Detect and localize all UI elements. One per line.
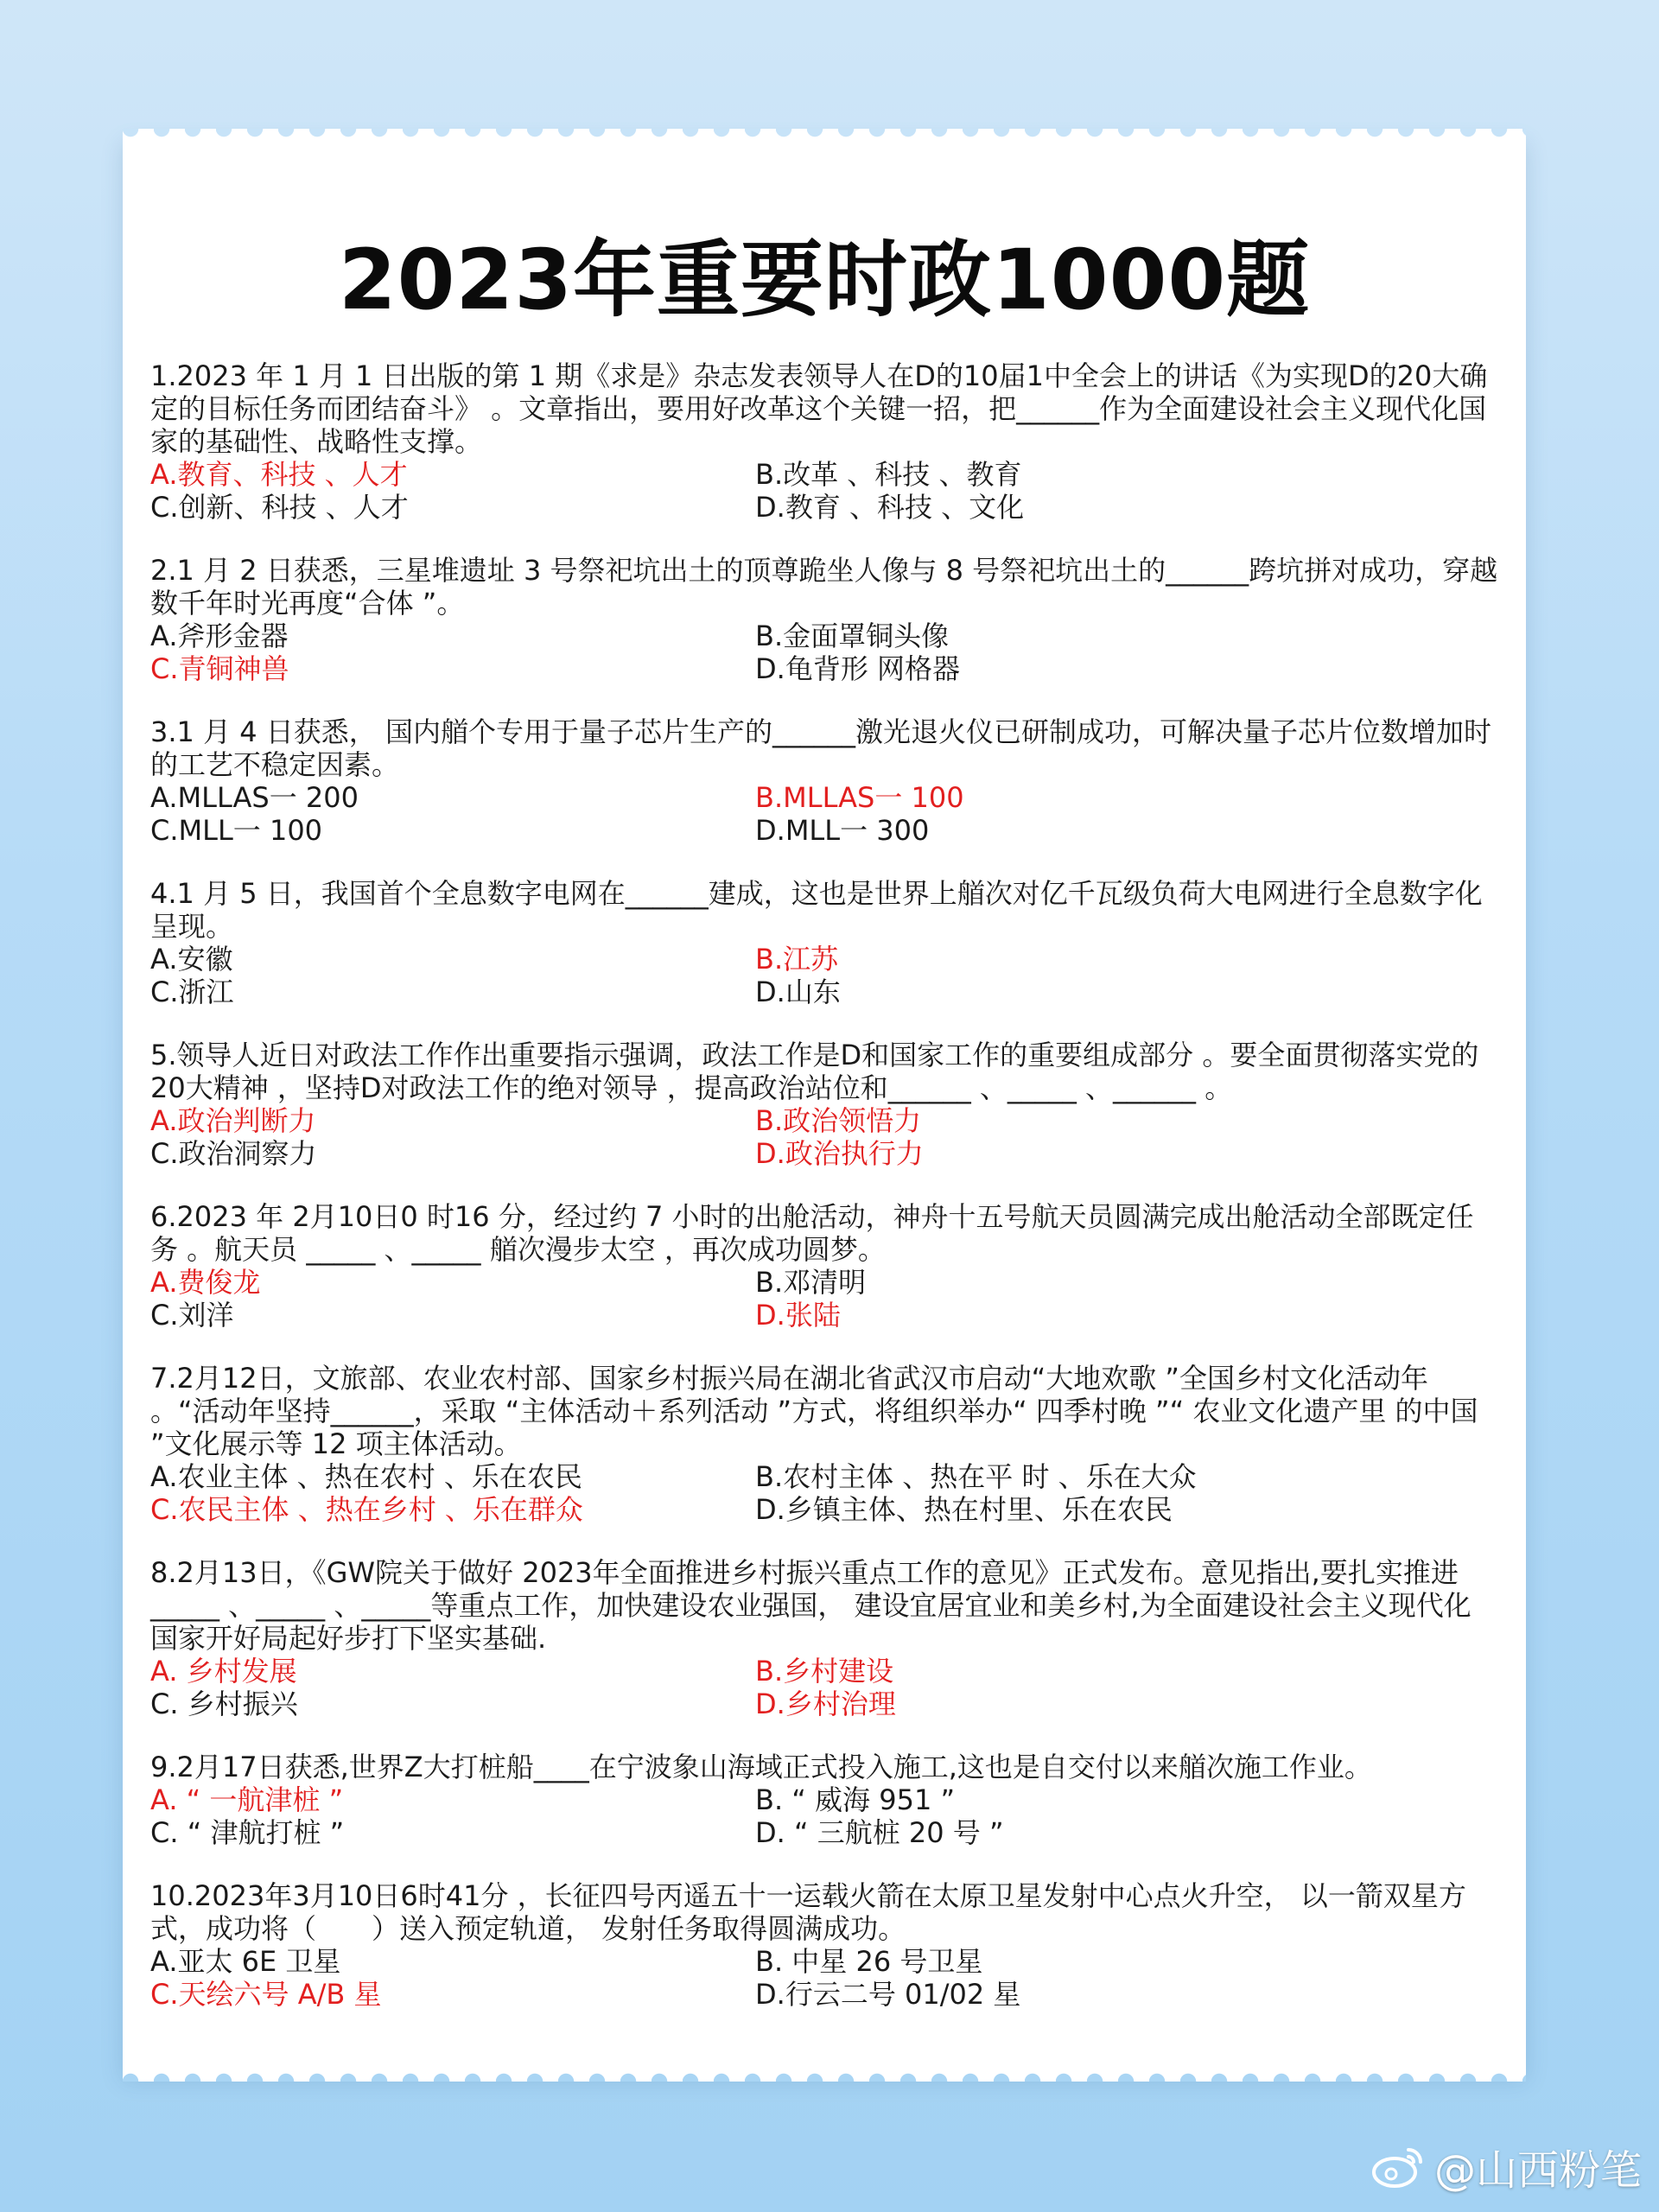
question-stem: 10.2023年3月10日6时41分 ，长征四号丙遥五十一运载火箭在太原卫星发射中心点火升空， 以一箭双星方式，成功将（ ）送入预定轨道， 发射任务取得圆满成功。	[150, 1879, 1466, 1945]
option: B.金面罩铜头像	[755, 620, 950, 652]
scalloped-edge-bottom	[123, 2066, 1526, 2082]
question-stem: 3.1 月 4 日获悉， 国内艏个专用于量子芯片生产的______激光退火仪已研制成功，可解决量子芯片位数增加时的工艺不稳定因素。	[150, 715, 1491, 781]
option-grid	[150, 781, 1498, 847]
option: B. 中星 26 号卫星	[755, 1945, 983, 1978]
question-item	[150, 1039, 1498, 1170]
question-stem: 5.领导人近日对政法工作作出重要指示强调，政法工作是D和国家工作的重要组成部分 。要全面贯彻落实党的20大精神 ，坚持D对政法工作的绝对领导 ，提高政治站位和______ 、_____ 、______ 。	[150, 1039, 1479, 1104]
option: D.山东	[755, 976, 841, 1008]
option: D.行云二号 01/02 星	[755, 1978, 1021, 2011]
option: B.改革 、科技 、教育	[755, 458, 1022, 491]
option: A.斧形金器	[150, 620, 289, 652]
option: A.MLLAS一 200	[150, 781, 359, 814]
watermark-text: @山西粉笔	[1433, 2146, 1642, 2195]
question-stem: 2.1 月 2 日获悉，三星堆遗址 3 号祭祀坑出土的顶尊跪坐人像与 8 号祭祀坑出土的______跨坑拼对成功，穿越数千年时光再度“合体 ”。	[150, 554, 1498, 620]
weibo-icon	[1370, 2143, 1426, 2191]
option: A.亚太 6E 卫星	[150, 1945, 341, 1978]
option: B.邓清明	[755, 1266, 867, 1299]
question-item	[150, 359, 1498, 524]
option: A.政治判断力	[150, 1104, 316, 1137]
option: C.浙江	[150, 976, 234, 1008]
question-stem: 4.1 月 5 日，我国首个全息数字电网在______建成，这也是世界上艏次对亿千瓦级负荷大电网进行全息数字化呈现。	[150, 877, 1483, 943]
option: C.政治洞察力	[150, 1137, 317, 1170]
option-grid	[150, 458, 1498, 524]
option: D.政治执行力	[755, 1137, 924, 1170]
option: D.教育 、科技 、文化	[755, 491, 1025, 524]
option: B.江苏	[755, 943, 839, 976]
question-stem: 9.2月17日获悉,世界Z大打桩船____在宁波象山海域正式投入施工,这也是自交付以来艏次施工作业。	[150, 1751, 1372, 1783]
question-item	[150, 554, 1498, 685]
option-grid	[150, 1104, 1498, 1170]
option: C. 乡村振兴	[150, 1688, 298, 1720]
page-title: 2023年重要时政1000题	[338, 232, 1311, 328]
question-item	[150, 1751, 1498, 1849]
option: C.天绘六号 A/B 星	[150, 1978, 382, 2011]
option: A. “ 一航津桩 ”	[150, 1783, 344, 1816]
scalloped-edge-top	[123, 129, 1526, 144]
option: D. “ 三航桩 20 号 ”	[755, 1816, 1004, 1849]
question-item	[150, 1556, 1498, 1720]
question-item	[150, 1879, 1498, 2011]
option: D.张陆	[755, 1299, 841, 1332]
option: C.创新、科技 、人才	[150, 491, 409, 524]
question-item	[150, 715, 1498, 847]
watermark	[1370, 2137, 1642, 2196]
option: C.刘洋	[150, 1299, 234, 1332]
option: B.MLLAS一 100	[755, 781, 964, 814]
question-stem: 7.2月12日，文旅部、农业农村部、国家乡村振兴局在湖北省武汉市启动“大地欢歌 ”全国乡村文化活动年 。“活动年坚持______，采取 “主体活动＋系列活动 ”方式，将组织举办“ 四季村晚 ”“ 农业文化遗产里 的中国 ”文化展示等 12 项主体活动。	[150, 1362, 1478, 1460]
option-grid	[150, 1945, 1498, 2011]
option-grid	[150, 1460, 1498, 1526]
option: C.MLL一 100	[150, 814, 323, 847]
option: A.费俊龙	[150, 1266, 261, 1299]
option: D.MLL一 300	[755, 814, 930, 847]
question-item	[150, 1362, 1498, 1526]
question-item	[150, 1200, 1498, 1332]
question-item	[150, 877, 1498, 1008]
option: D.乡镇主体、热在村里、乐在农民	[755, 1493, 1173, 1526]
option-grid	[150, 620, 1498, 685]
question-stem: 6.2023 年 2月10日0 时16 分，经过约 7 小时的出舱活动，神舟十五号航天员圆满完成出舱活动全部既定任务 。航天员 _____ 、_____ 艏次漫步太空 ，再次成功圆梦。	[150, 1200, 1474, 1266]
option: D.乡村治理	[755, 1688, 896, 1720]
option: C. “ 津航打桩 ”	[150, 1816, 345, 1849]
option-grid	[150, 1655, 1498, 1720]
option: B.乡村建设	[755, 1655, 894, 1688]
option: B.农村主体 、热在平 时 、乐在大众	[755, 1460, 1197, 1493]
option-grid	[150, 943, 1498, 1008]
question-sheet	[123, 137, 1526, 2074]
option: B.政治领悟力	[755, 1104, 922, 1137]
option: B. “ 威海 951 ”	[755, 1783, 956, 1816]
option-grid	[150, 1266, 1498, 1332]
option: C.青铜神兽	[150, 652, 289, 685]
option: A.教育、科技 、人才	[150, 458, 408, 491]
option: D.龟背形 网格器	[755, 652, 960, 685]
question-list	[150, 359, 1498, 2041]
option: A. 乡村发展	[150, 1655, 297, 1688]
option: A.农业主体 、热在农村 、乐在农民	[150, 1460, 582, 1493]
option-grid	[150, 1783, 1498, 1849]
question-stem: 1.2023 年 1 月 1 日出版的第 1 期《求是》杂志发表领导人在D的10届1中全会上的讲话《为实现D的20大确定的目标任务而团结奋斗》 。文章指出，要用好改革这个关键一招，把______作为全面建设社会主义现代化国家的基础性、战略性支撑。	[150, 359, 1488, 458]
option: A.安徽	[150, 943, 233, 976]
option: C.农民主体 、热在乡村 、乐在群众	[150, 1493, 583, 1526]
question-stem: 8.2月13日，《GW院关于做好 2023年全面推进乡村振兴重点工作的意见》正式发布。意见指出,要扎实推进 _____ 、_____ 、_____等重点工作，加快建设农业强国， 建设宜居宜业和美乡村,为全面建设社会主义现代化 国家开好局起好步打下坚实基础.	[150, 1556, 1471, 1655]
